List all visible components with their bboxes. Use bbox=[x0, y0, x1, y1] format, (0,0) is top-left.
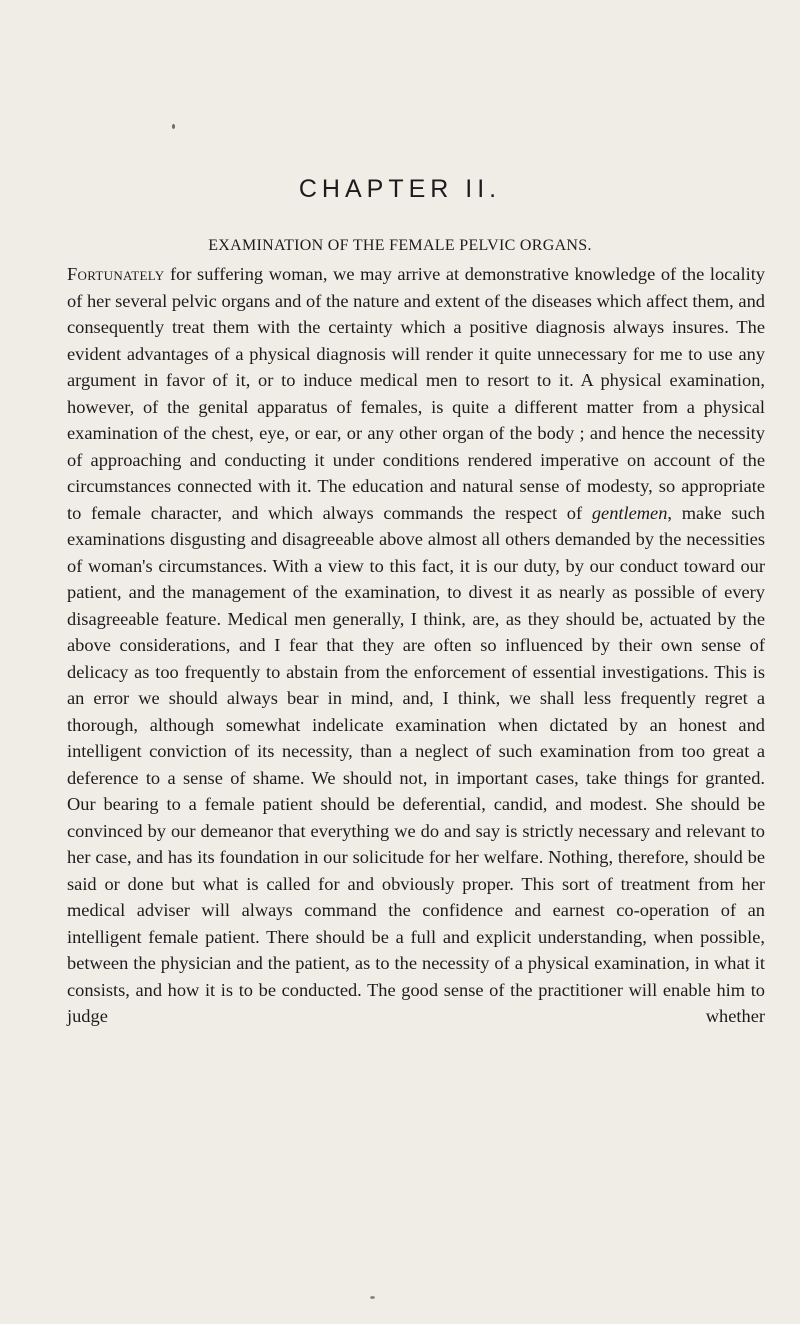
emphasis-word: gentlemen bbox=[591, 502, 668, 523]
paragraph-2 bbox=[67, 791, 765, 1030]
paragraph-lead-word: Fortunately bbox=[67, 264, 165, 284]
paragraph-2-text: Our bearing to a female patient should be deferential, candid, and modest. She should be convinced by our demeanor that everything we do and say is strictly necessary and relevant to her case, and has its foundation in our solicitude for her welfare. Nothing, therefore, should be said or done but what is called for and obviously proper. This sort of treatment from her medical adviser will always command the confidence and earnest co-operation of an intelligent female patient. There should be a full and explicit understanding, when possible, between the physician and the patient, as to the necessity of a physical examination, in what it consists, and how it is to be conducted. The good sense of the practitioner will enable him to judge whether bbox=[67, 794, 765, 1026]
chapter-title: CHAPTER II. bbox=[298, 175, 502, 203]
paper-speck bbox=[172, 124, 175, 129]
body-text bbox=[67, 261, 765, 1030]
paragraph-1 bbox=[67, 261, 765, 791]
chapter-subtitle: EXAMINATION OF THE FEMALE PELVIC ORGANS. bbox=[208, 237, 592, 254]
paragraph-1-text-continued: , make such examinations disgusting and disagreeable above almost all others demanded by the necessities of woman's circumstances. With a view to this fact, it is our duty, by our conduct toward our patient, and the management of the examination, to divest it as nearly as possible of every disagreeable feature. Medical men generally, I think, are, as they should be, actuated by the above considerations, and I fear that they are often so influenced by their own sense of delicacy as too frequently to abstain from the enforcement of essential investigations. This is an error we should always bear in mind, and, I think, we shall less frequently regret a thorough, although somewhat indelicate examination when dictated by an honest and intelligent conviction of its necessity, than a neglect of such examination from too great a deference to a sense of shame. We should not, in important cases, take things for granted. bbox=[67, 502, 765, 788]
paragraph-1-text: for suffering woman, we may arrive at demonstrative knowledge of the locality of her several pelvic organs and of the nature and extent of the diseases which affect them, and consequently treat them with the certainty which a positive diagnosis always insures. The evident advantages of a physical diagnosis will render it quite unnecessary for me to use any argument in favor of it, or to induce medical men to resort to it. A physical examination, however, of the genital apparatus of females, is quite a different matter from a physical examination of the chest, eye, or ear, or any other organ of the body ; and hence the necessity of approaching and conducting it under conditions rendered imperative on account of the circumstances connected with it. The education and natural sense of modesty, so appropriate to female character, and which always commands the respect of bbox=[67, 264, 765, 523]
paper-speck bbox=[370, 1296, 375, 1299]
